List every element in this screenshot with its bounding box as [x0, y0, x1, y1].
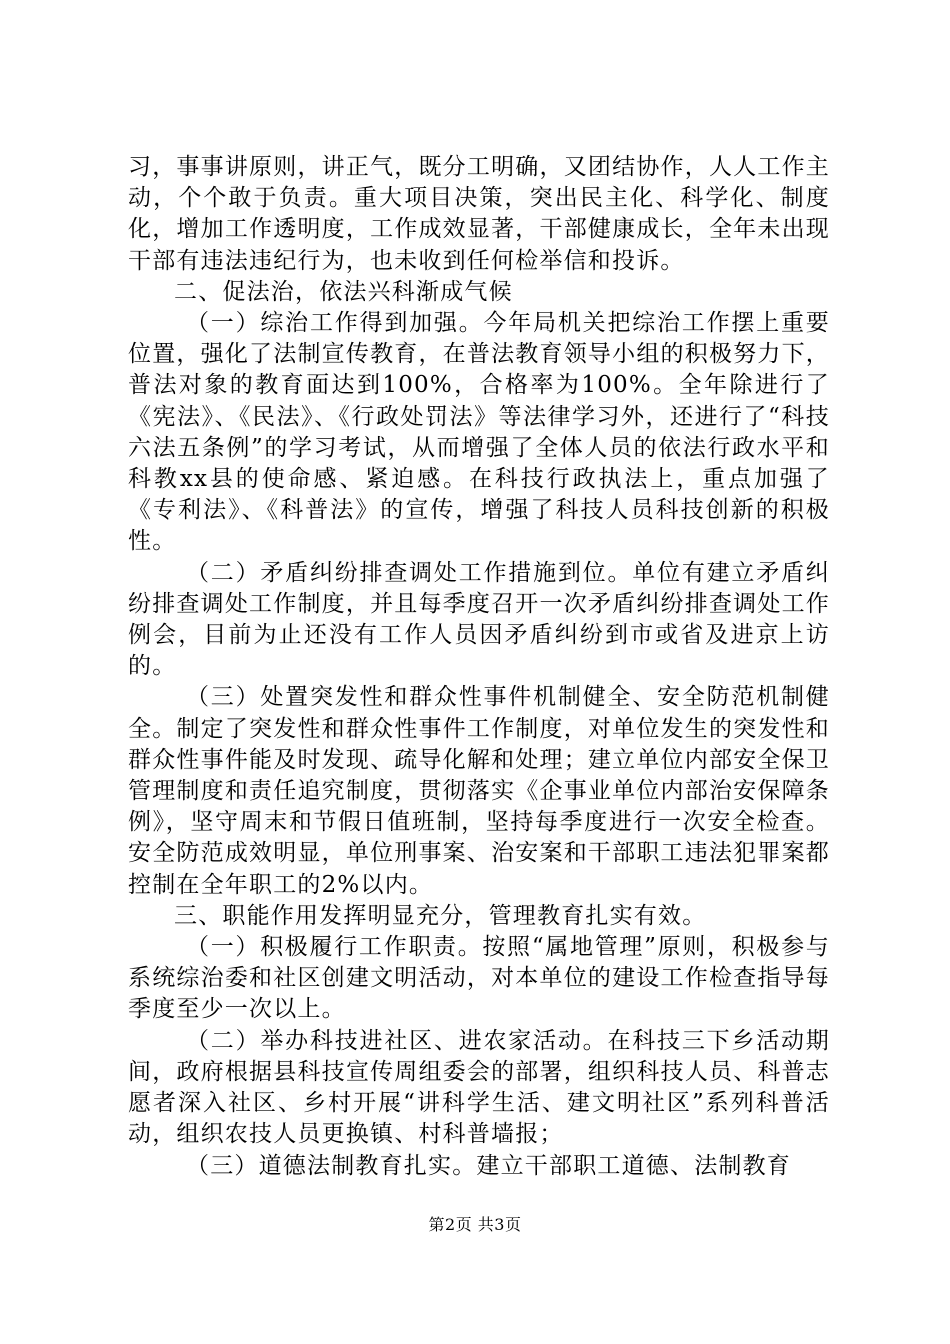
paragraph-2-1: （一）综治工作得到加强。今年局机关把综治工作摆上重要位置，强化了法制宣传教育，在普法教育领导小组的积极努力下，普法对象的教育面达到100%，合格率为100%。全年除进行了《宪法》、《民法》、《行政处罚法》等法律学习外，还进行了“科技六法五条例”的学习考试，从而增强了全体人员的依法行政水平和科教xx县的使命感、紧迫感。在科技行政执法上，重点加强了《专利法》、《科普法》的宣传，增强了科技人员科技创新的积极性。	[128, 310, 830, 555]
paragraph-continuation: 习，事事讲原则，讲正气，既分工明确，又团结协作，人人工作主动，个个敢于负责。重大项目决策，突出民主化、科学化、制度化，增加工作透明度，工作成效显著，干部健康成长，全年未出现干部有违法违纪行为，也未收到任何检举信和投诉。	[128, 154, 830, 274]
document-body	[128, 152, 830, 1182]
section-heading-3: 三、职能作用发挥明显充分，管理教育扎实有效。	[174, 902, 707, 929]
paragraph-2-2: （二）矛盾纠纷排查调处工作措施到位。单位有建立矛盾纠纷排查调处工作制度，并且每季度召开一次矛盾纠纷排查调处工作例会，目前为止还没有工作人员因矛盾纠纷到市或省及进京上访的。	[128, 559, 830, 680]
paragraph-2-3: （三）处置突发性和群众性事件机制健全、安全防范机制健全。制定了突发性和群众性事件工作制度，对单位发生的突发性和群众性事件能及时发现、疏导化解和处理；建立单位内部安全保卫管理制度和责任追究制度，贯彻落实《企事业单位内部治安保障条例》，坚守周末和节假日值班制，坚持每季度进行一次安全检查。安全防范成效明显，单位刑事案、治安案和干部职工违法犯罪案都控制在全年职工的2%以内。	[128, 684, 830, 898]
page-footer: 第2页 共3页	[428, 1215, 522, 1234]
paragraph-3-3: （三）道德法制教育扎实。建立干部职工道德、法制教育	[186, 1152, 791, 1179]
paragraph-3-2: （二）举办科技进社区、进农家活动。在科技三下乡活动期间，政府根据县科技宣传周组委会的部署，组织科技人员、科普志愿者深入社区、乡村开展“讲科学生活、建文明社区”系列科普活动，组织农技人员更换镇、村科普墙报；	[128, 1027, 830, 1148]
section-heading-2: 二、促法治，依法兴科渐成气候	[174, 278, 513, 305]
paragraph-3-1: （一）积极履行工作职责。按照“属地管理”原则，积极参与系统综治委和社区创建文明活动，对本单位的建设工作检查指导每季度至少一次以上。	[128, 934, 830, 1023]
